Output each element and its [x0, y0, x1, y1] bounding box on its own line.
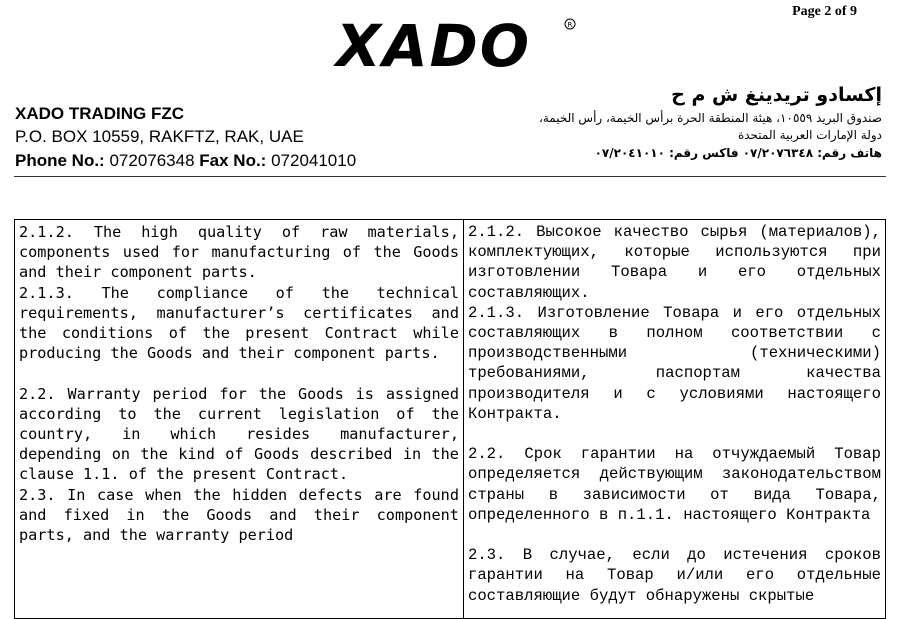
- clause-2-2-en: 2.2. Warranty period for the Goods is assigned according to the current legislation of the country, in which resides manufacturer, depending on the kind of Goods described in the clause 1.1. of the present Contract.: [19, 384, 459, 484]
- english-column: [15, 220, 464, 618]
- logo-text: XADO: [336, 14, 532, 76]
- company-address: P.O. BOX 10559, RAKFTZ, RAK, UAE: [15, 127, 304, 146]
- company-phone-fax: [15, 149, 356, 173]
- phone-value: 072076348: [109, 151, 195, 170]
- company-phone-arabic: هاتف رقم: ٠٧/٢٠٧٦٣٤٨ فاكس رقم: ٠٧/٢٠٤١٠١٠: [594, 146, 882, 160]
- clause-2-3-ru: 2.3. В случае, если до истечения сроков гарантии на Товар и/или его отдельные составляющие будут обнаружены скрытые: [467, 546, 881, 605]
- fax-value: 072041010: [271, 151, 357, 170]
- russian-column: [464, 220, 885, 618]
- clause-2-2-ru: 2.2. Срок гарантии на отчуждаемый Товар определяется действующим законодательством страны в зависимости от вида Товара, определенного в п.1.1. настоящего Контракта: [467, 445, 881, 524]
- company-info-english: [15, 103, 356, 173]
- clause-2-1-3-ru: 2.1.3. Изготовление Товара и его отдельных составляющих в полном соответствии с производственными (техническими) требованиями, паспортам качества производителя и с условиями настоящего Контракта.: [467, 303, 881, 423]
- clause-2-1-3-en: 2.1.3. The compliance of the technical requirements, manufacturer’s certificates and the conditions of the present Contract while producing the Goods and their component parts.: [19, 283, 459, 363]
- page-number: Page 2 of 9: [792, 4, 857, 19]
- contract-table: [14, 219, 886, 619]
- phone-label: Phone No.:: [15, 151, 105, 170]
- company-address-arabic-line1: صندوق البريد ١٠٥٥٩، هيئة المنطقة الحرة برأس الخيمة، رأس الخيمة،: [539, 111, 882, 125]
- fax-label: Fax No.:: [199, 151, 267, 170]
- clause-2-3-en: 2.3. In case when the hidden defects are found and fixed in the Goods and their component parts, and the warranty period: [19, 485, 459, 545]
- company-info-arabic: [462, 80, 882, 162]
- xado-logo: [332, 14, 582, 76]
- svg-text:R: R: [567, 21, 573, 29]
- header-divider: [14, 176, 886, 177]
- clause-2-1-2-ru: 2.1.2. Высокое качество сырья (материалов), комплектующих, которые используются при изготовлении Товара и его отдельных составляющих.: [467, 223, 881, 302]
- company-name-arabic: إكسادو تريدينغ ش م ح: [671, 84, 882, 106]
- clause-2-1-2-en: 2.1.2. The high quality of raw materials, components used for manufacturing of the Goods and their component parts.: [19, 223, 459, 282]
- company-name: XADO TRADING FZC: [15, 104, 185, 123]
- company-address-arabic-line2: دولة الإمارات العربية المتحدة: [737, 128, 882, 142]
